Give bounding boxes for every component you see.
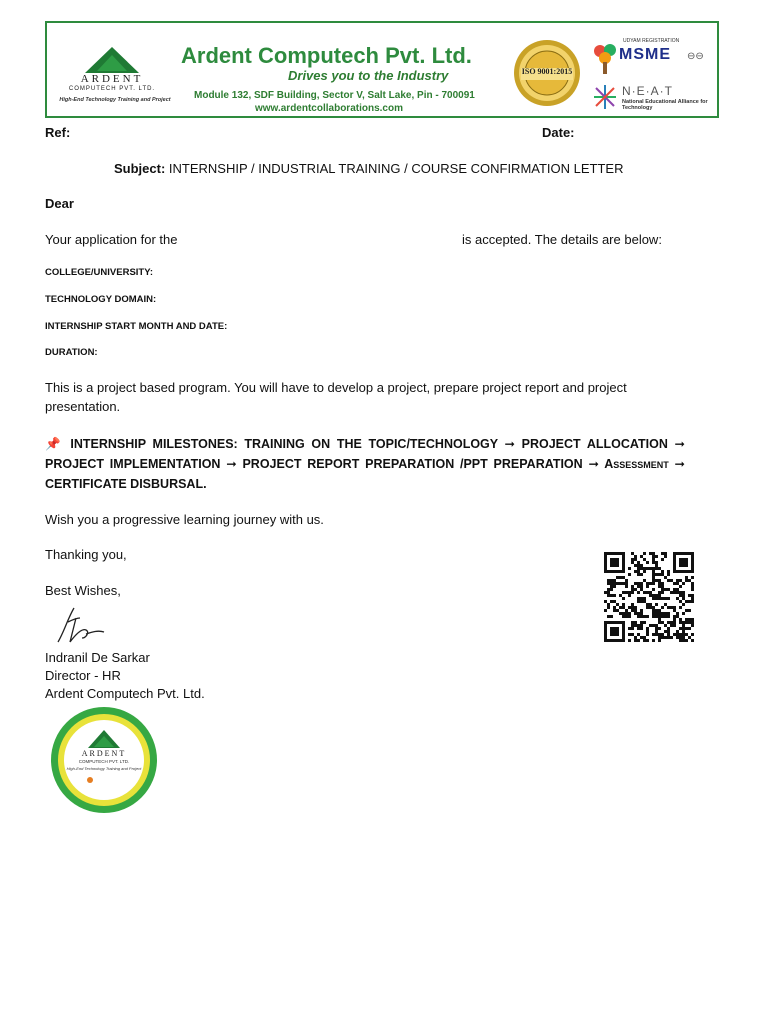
thanking-line: Thanking you, <box>45 547 127 562</box>
pushpin-icon: 📌 <box>45 437 64 451</box>
seal-subtitle: COMPUTECH PVT. LTD. <box>78 759 130 764</box>
qr-code-icon <box>604 552 694 642</box>
signer-company: Ardent Computech Pvt. Ltd. <box>45 686 205 701</box>
letterhead <box>45 21 719 118</box>
signer-title: Director - HR <box>45 668 121 683</box>
logo-subtitle: COMPUTECH PVT. LTD. <box>68 86 156 92</box>
tree-icon <box>591 42 619 76</box>
application-suffix: is accepted. The details are below: <box>462 232 662 247</box>
salutation: Dear <box>45 196 74 211</box>
date-label: Date: <box>542 125 575 140</box>
iso-text: ISO 9001:2015 <box>521 67 573 76</box>
msme-logo: MSME <box>619 46 671 63</box>
application-prefix: Your application for the <box>45 232 178 247</box>
neat-subtitle: National Educational Alliance for Technology <box>622 99 708 111</box>
neat-logo-text: N·E·A·T <box>622 84 673 98</box>
ref-label: Ref: <box>45 125 71 140</box>
subject-text: INTERNSHIP / INDUSTRIAL TRAINING / COURSE CONFIRMATION LETTER <box>168 161 624 176</box>
udyam-label: UDYAM REGISTRATION <box>623 38 680 44</box>
ardent-logo <box>57 45 171 107</box>
signer-name: Indranil De Sarkar <box>45 650 150 665</box>
best-wishes-line: Best Wishes, <box>45 583 121 598</box>
subject-label: Subject: <box>114 161 166 176</box>
iso-seal <box>513 39 581 107</box>
company-name: Ardent Computech Pvt. Ltd. <box>181 43 472 68</box>
project-note: This is a project based program. You will have to develop a project, prepare project report and project presentation. <box>45 380 627 414</box>
field-domain: TECHNOLOGY DOMAIN: <box>45 294 157 305</box>
seal-name: ARDENT <box>81 749 127 758</box>
field-duration: DURATION: <box>45 347 98 358</box>
ardent-neat-seal <box>50 706 158 814</box>
milestones-text: INTERNSHIP MILESTONES: TRAINING ON THE TOPIC/TECHNOLOGY ➞ PROJECT ALLOCATION ➞ PROJECT IMPLEMENTATION ➞ PROJECT REPORT PREPARATION /PPT PREPARATION ➞ Assessment ➞ CERTIFICATE DISBURSAL. <box>45 437 685 491</box>
field-college: COLLEGE/UNIVERSITY: <box>45 267 154 278</box>
company-website: www.ardentcollaborations.com <box>255 103 403 114</box>
logo-name: ARDENT <box>80 73 144 85</box>
company-address: Module 132, SDF Building, Sector V, Salt Lake, Pin - 700091 <box>194 90 475 101</box>
field-start-date: INTERNSHIP START MONTH AND DATE: <box>45 321 228 332</box>
triangle-logo-icon <box>57 45 167 75</box>
swachh-bharat-icon: ⊖⊖ <box>687 51 704 62</box>
company-tagline: Drives you to the Industry <box>288 68 449 83</box>
subject-line <box>114 161 623 176</box>
neat-logo-icon <box>591 82 619 112</box>
signature-icon <box>50 604 110 648</box>
wish-line: Wish you a progressive learning journey with us. <box>45 512 324 527</box>
seal-tagline: High-End Technology Training and Project <box>66 766 142 771</box>
milestones <box>45 434 685 494</box>
logo-tagline: High-End Technology Training and Project <box>59 97 171 103</box>
